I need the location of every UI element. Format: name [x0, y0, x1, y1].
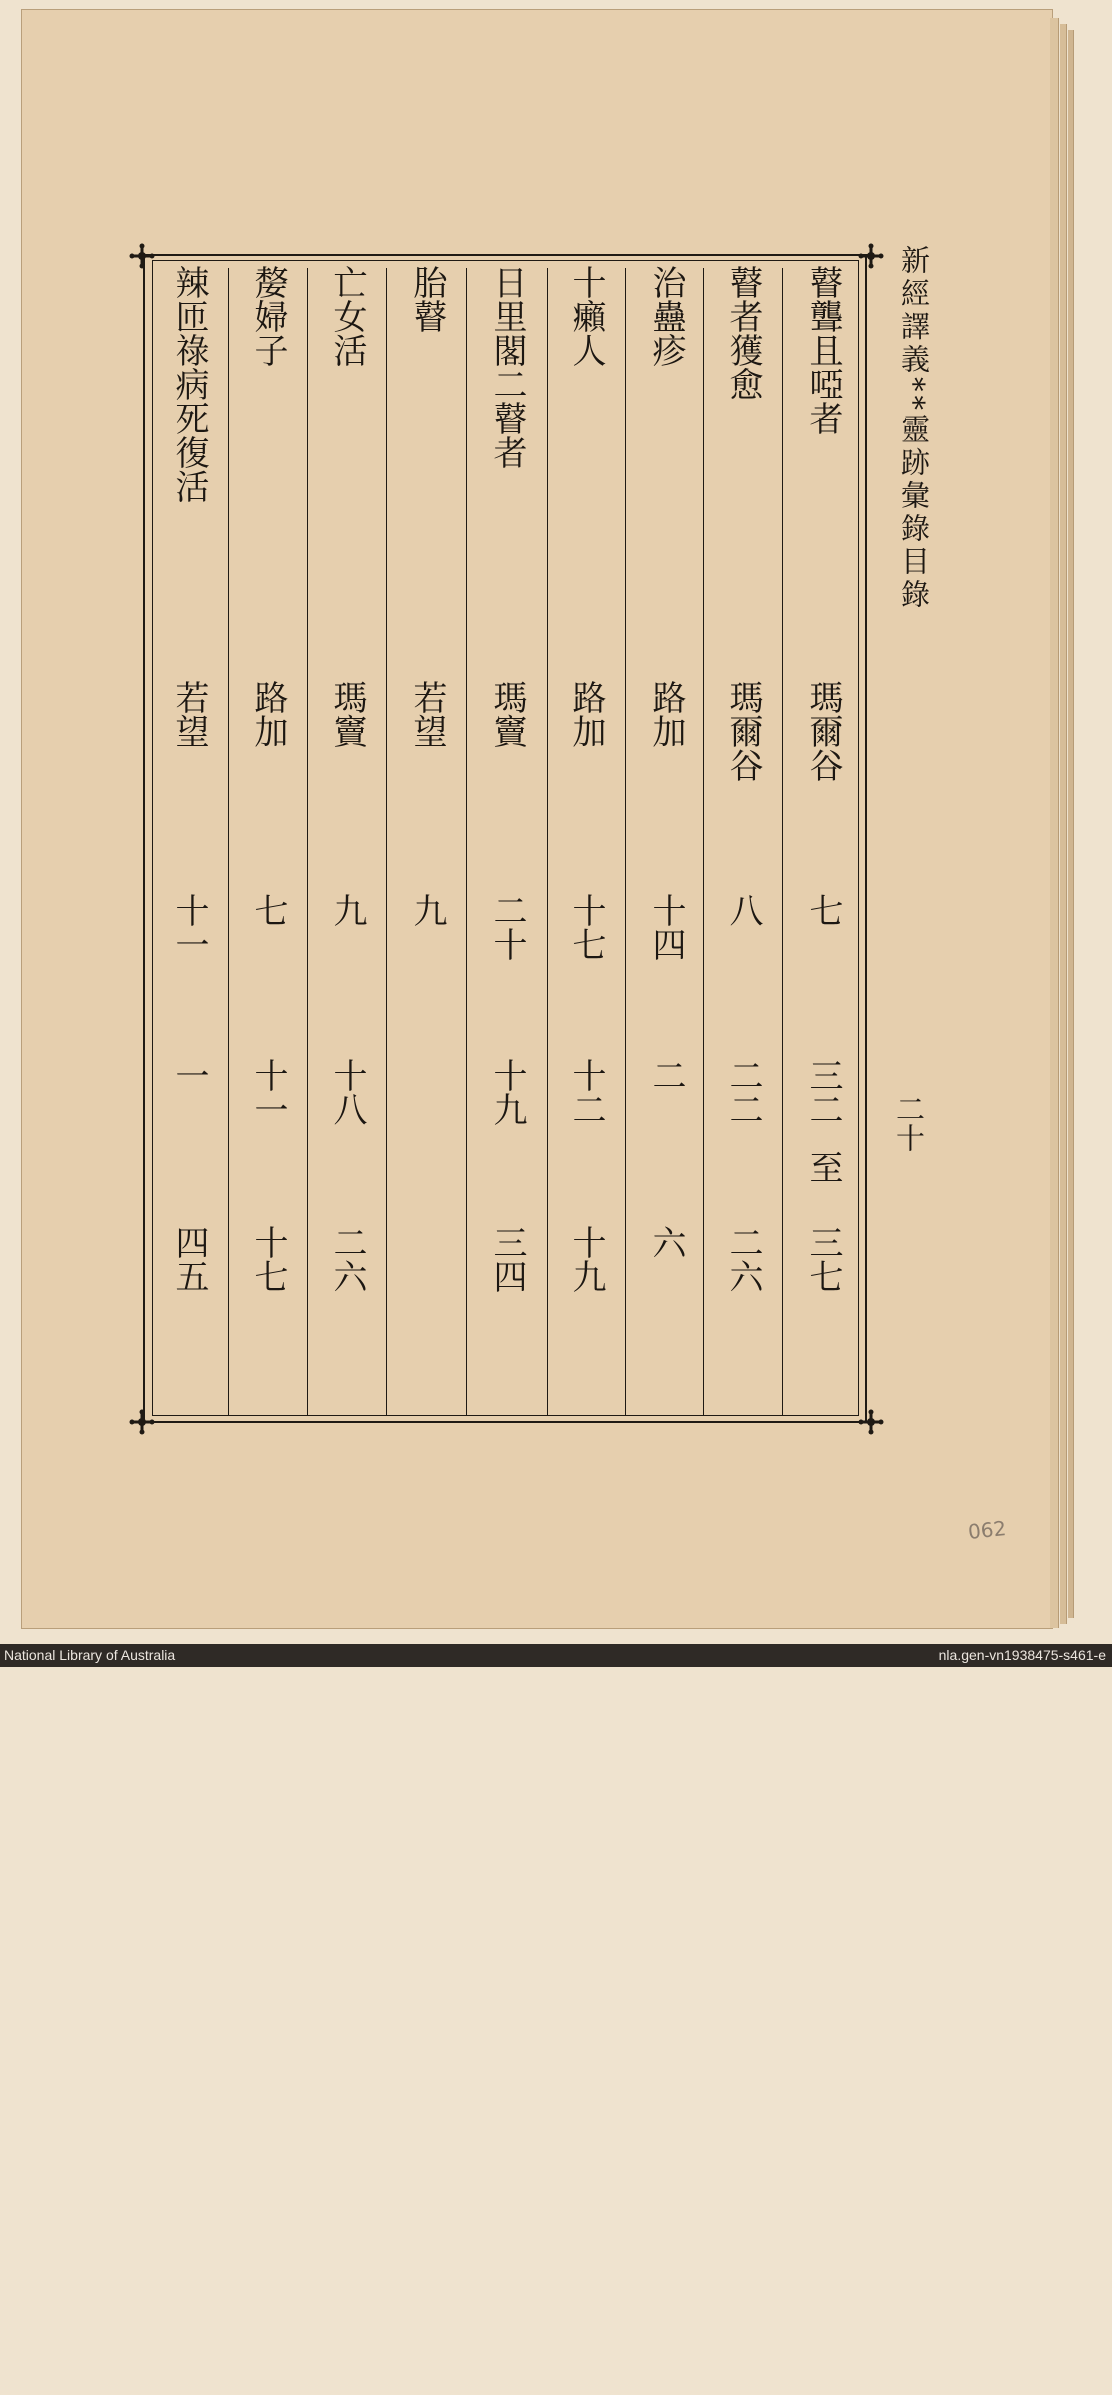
- frame-right-rule: [865, 254, 867, 1423]
- entry-verse-from: 一: [169, 1058, 209, 1092]
- entry-book: 瑪爾谷: [803, 680, 843, 782]
- frame-left-rule: [143, 254, 145, 1423]
- column-divider: [307, 268, 308, 1416]
- column-divider: [782, 268, 783, 1416]
- frame-left-rule-inner: [152, 260, 153, 1416]
- entry-chapter: 二十: [487, 893, 527, 961]
- page-edge: [1060, 24, 1067, 1624]
- frame-right-rule-inner: [858, 260, 859, 1416]
- entry-title: 十癩人: [566, 265, 606, 367]
- column-divider: [547, 268, 548, 1416]
- entry-book: 若望: [169, 680, 209, 748]
- entry-book: 路加: [646, 680, 686, 748]
- column-divider: [228, 268, 229, 1416]
- entry-chapter: 八: [723, 893, 763, 927]
- entry-chapter: 九: [407, 893, 447, 927]
- entry-title: 瞽聾且啞者: [803, 265, 843, 435]
- entry-verse-to: 六: [646, 1225, 686, 1259]
- entry-verse-to: 三四: [487, 1225, 527, 1293]
- entry-verse-from: 三二: [803, 1058, 843, 1126]
- entry-verse-from: 二二: [723, 1058, 763, 1126]
- entry-verse-to: 十七: [248, 1225, 288, 1293]
- corner-ornament-icon: [858, 1409, 884, 1435]
- entry-chapter: 七: [803, 893, 843, 927]
- corner-ornament-icon: [129, 243, 155, 269]
- entry-verse-from: 十八: [327, 1058, 367, 1126]
- corner-ornament-icon: [858, 243, 884, 269]
- entry-verse-to: 二六: [723, 1225, 763, 1293]
- column-divider: [625, 268, 626, 1416]
- entry-book: 若望: [407, 680, 447, 748]
- column-divider: [703, 268, 704, 1416]
- page-number: 二十: [892, 1094, 926, 1152]
- entry-title: 辣匝祿病死復活: [169, 265, 209, 503]
- page-edge: [1050, 18, 1059, 1628]
- entry-chapter: 七: [248, 893, 288, 927]
- frame-top-rule-inner: [152, 260, 858, 261]
- entry-verse-to: 三七: [803, 1225, 843, 1293]
- entry-verse-to: 四五: [169, 1225, 209, 1293]
- entry-verse-from: 二: [646, 1058, 686, 1092]
- entry-title: 胎瞽: [407, 265, 447, 333]
- footer-source: National Library of Australia: [4, 1647, 176, 1663]
- entry-book: 路加: [566, 680, 606, 748]
- column-divider: [386, 268, 387, 1416]
- entry-title: 日里閣二瞽者: [487, 265, 527, 469]
- entry-verse-to: 十九: [566, 1225, 606, 1293]
- page-edge: [1068, 30, 1074, 1618]
- entry-chapter: 九: [327, 893, 367, 927]
- corner-ornament-icon: [129, 1409, 155, 1435]
- entry-title: 嫠婦子: [248, 265, 288, 367]
- entry-book: 路加: [248, 680, 288, 748]
- image-footer-bar: [0, 1644, 1112, 1667]
- entry-verse-from: 十二: [566, 1058, 606, 1126]
- entry-book: 瑪爾谷: [723, 680, 763, 782]
- entry-title: 亡女活: [327, 265, 367, 367]
- entry-chapter: 十七: [566, 893, 606, 961]
- entry-verse-to: 二六: [327, 1225, 367, 1293]
- entry-verse-sep: 至: [803, 1150, 843, 1184]
- entry-chapter: 十一: [169, 893, 209, 961]
- running-head: 新經譯義**靈跡彙錄目錄: [897, 245, 931, 612]
- frame-top-rule: [141, 254, 869, 256]
- pencil-mark: 062: [966, 1516, 1008, 1544]
- entry-book: 瑪竇: [327, 680, 367, 748]
- entry-book: 瑪竇: [487, 680, 527, 748]
- footer-identifier: nla.gen-vn1938475-s461-e: [938, 1647, 1106, 1663]
- entry-chapter: 十四: [646, 893, 686, 961]
- entry-verse-from: 十一: [248, 1058, 288, 1126]
- entry-verse-from: 十九: [487, 1058, 527, 1126]
- column-divider: [466, 268, 467, 1416]
- entry-title: 治蠱疹: [646, 265, 686, 367]
- entry-title: 瞽者獲愈: [723, 265, 763, 401]
